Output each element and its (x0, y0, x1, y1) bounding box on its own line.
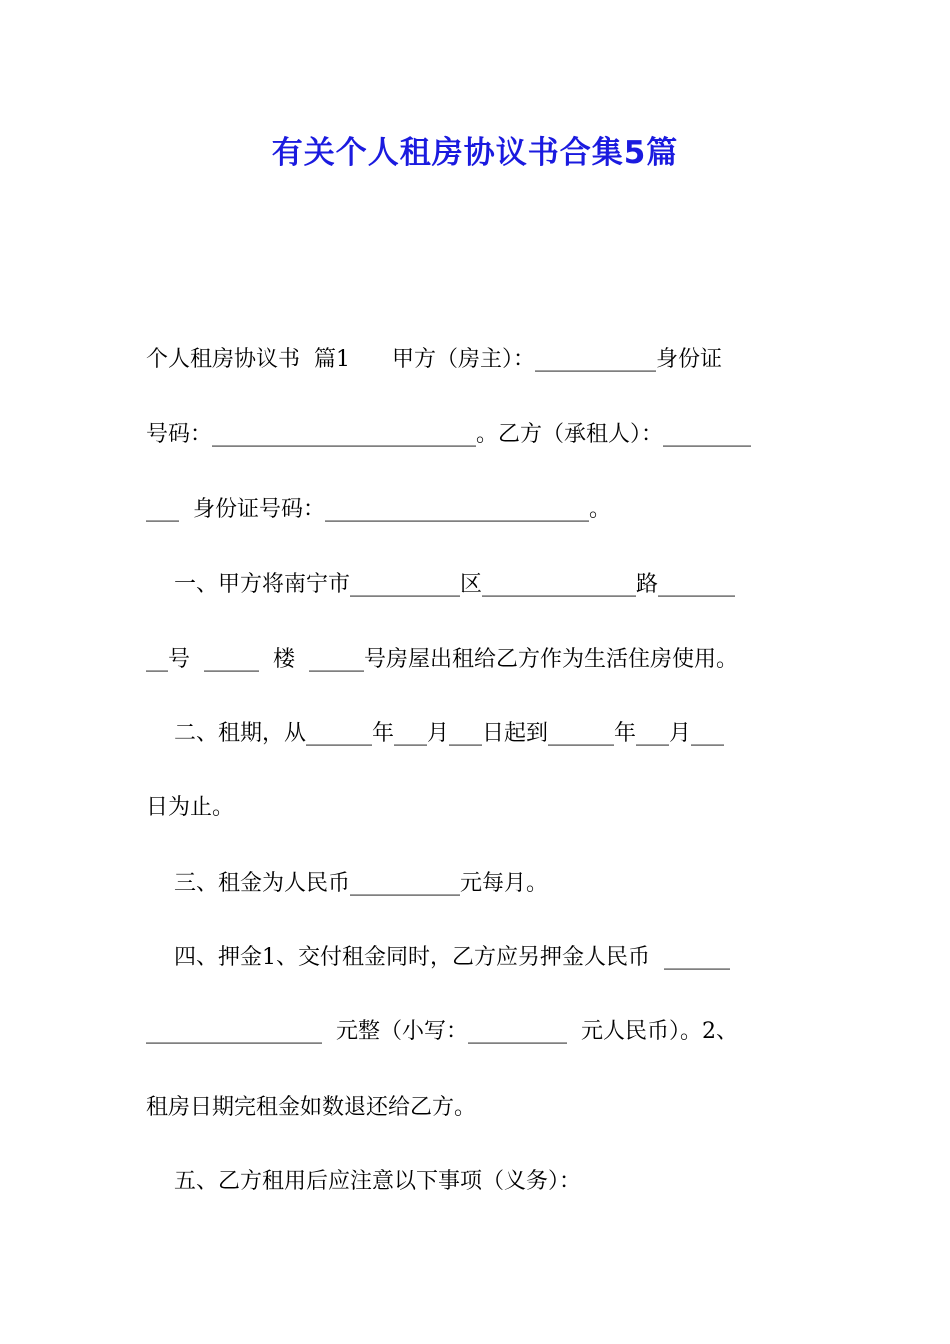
paragraph-line-3: ___ 身份证号码：________________________。 (146, 497, 611, 522)
paragraph-line-5: __号 _____ 楼 _____号房屋出租给乙方作为生活住房使用。 (146, 647, 738, 672)
paragraph-line-6: 二、租期，从______年___月___日起到______年___月___ (146, 721, 724, 746)
paragraph-line-12: 五、乙方租用后应注意以下事项（义务）： (146, 1169, 581, 1194)
paragraph-line-11: 租房日期完租金如数退还给乙方。 (146, 1095, 477, 1120)
paragraph-line-1: 个人租房协议书 篇1 甲方（房主）：___________身份证 (146, 347, 722, 372)
paragraph-line-10: ________________ 元整（小写：_________ 元人民币）。2、 (146, 1019, 738, 1044)
paragraph-line-7: 日为止。 (146, 795, 235, 820)
paragraph-line-8: 三、租金为人民币__________元每月。 (146, 871, 548, 896)
paragraph-line-2: 号码：________________________。乙方（承租人）：________ (146, 422, 752, 447)
paragraph-line-4: 一、甲方将南宁市__________区______________路_______ (146, 572, 735, 597)
document-title: 有关个人租房协议书合集5篇 (271, 135, 679, 171)
paragraph-line-9: 四、押金1、交付租金同时，乙方应另押金人民币 ______ (146, 945, 730, 970)
